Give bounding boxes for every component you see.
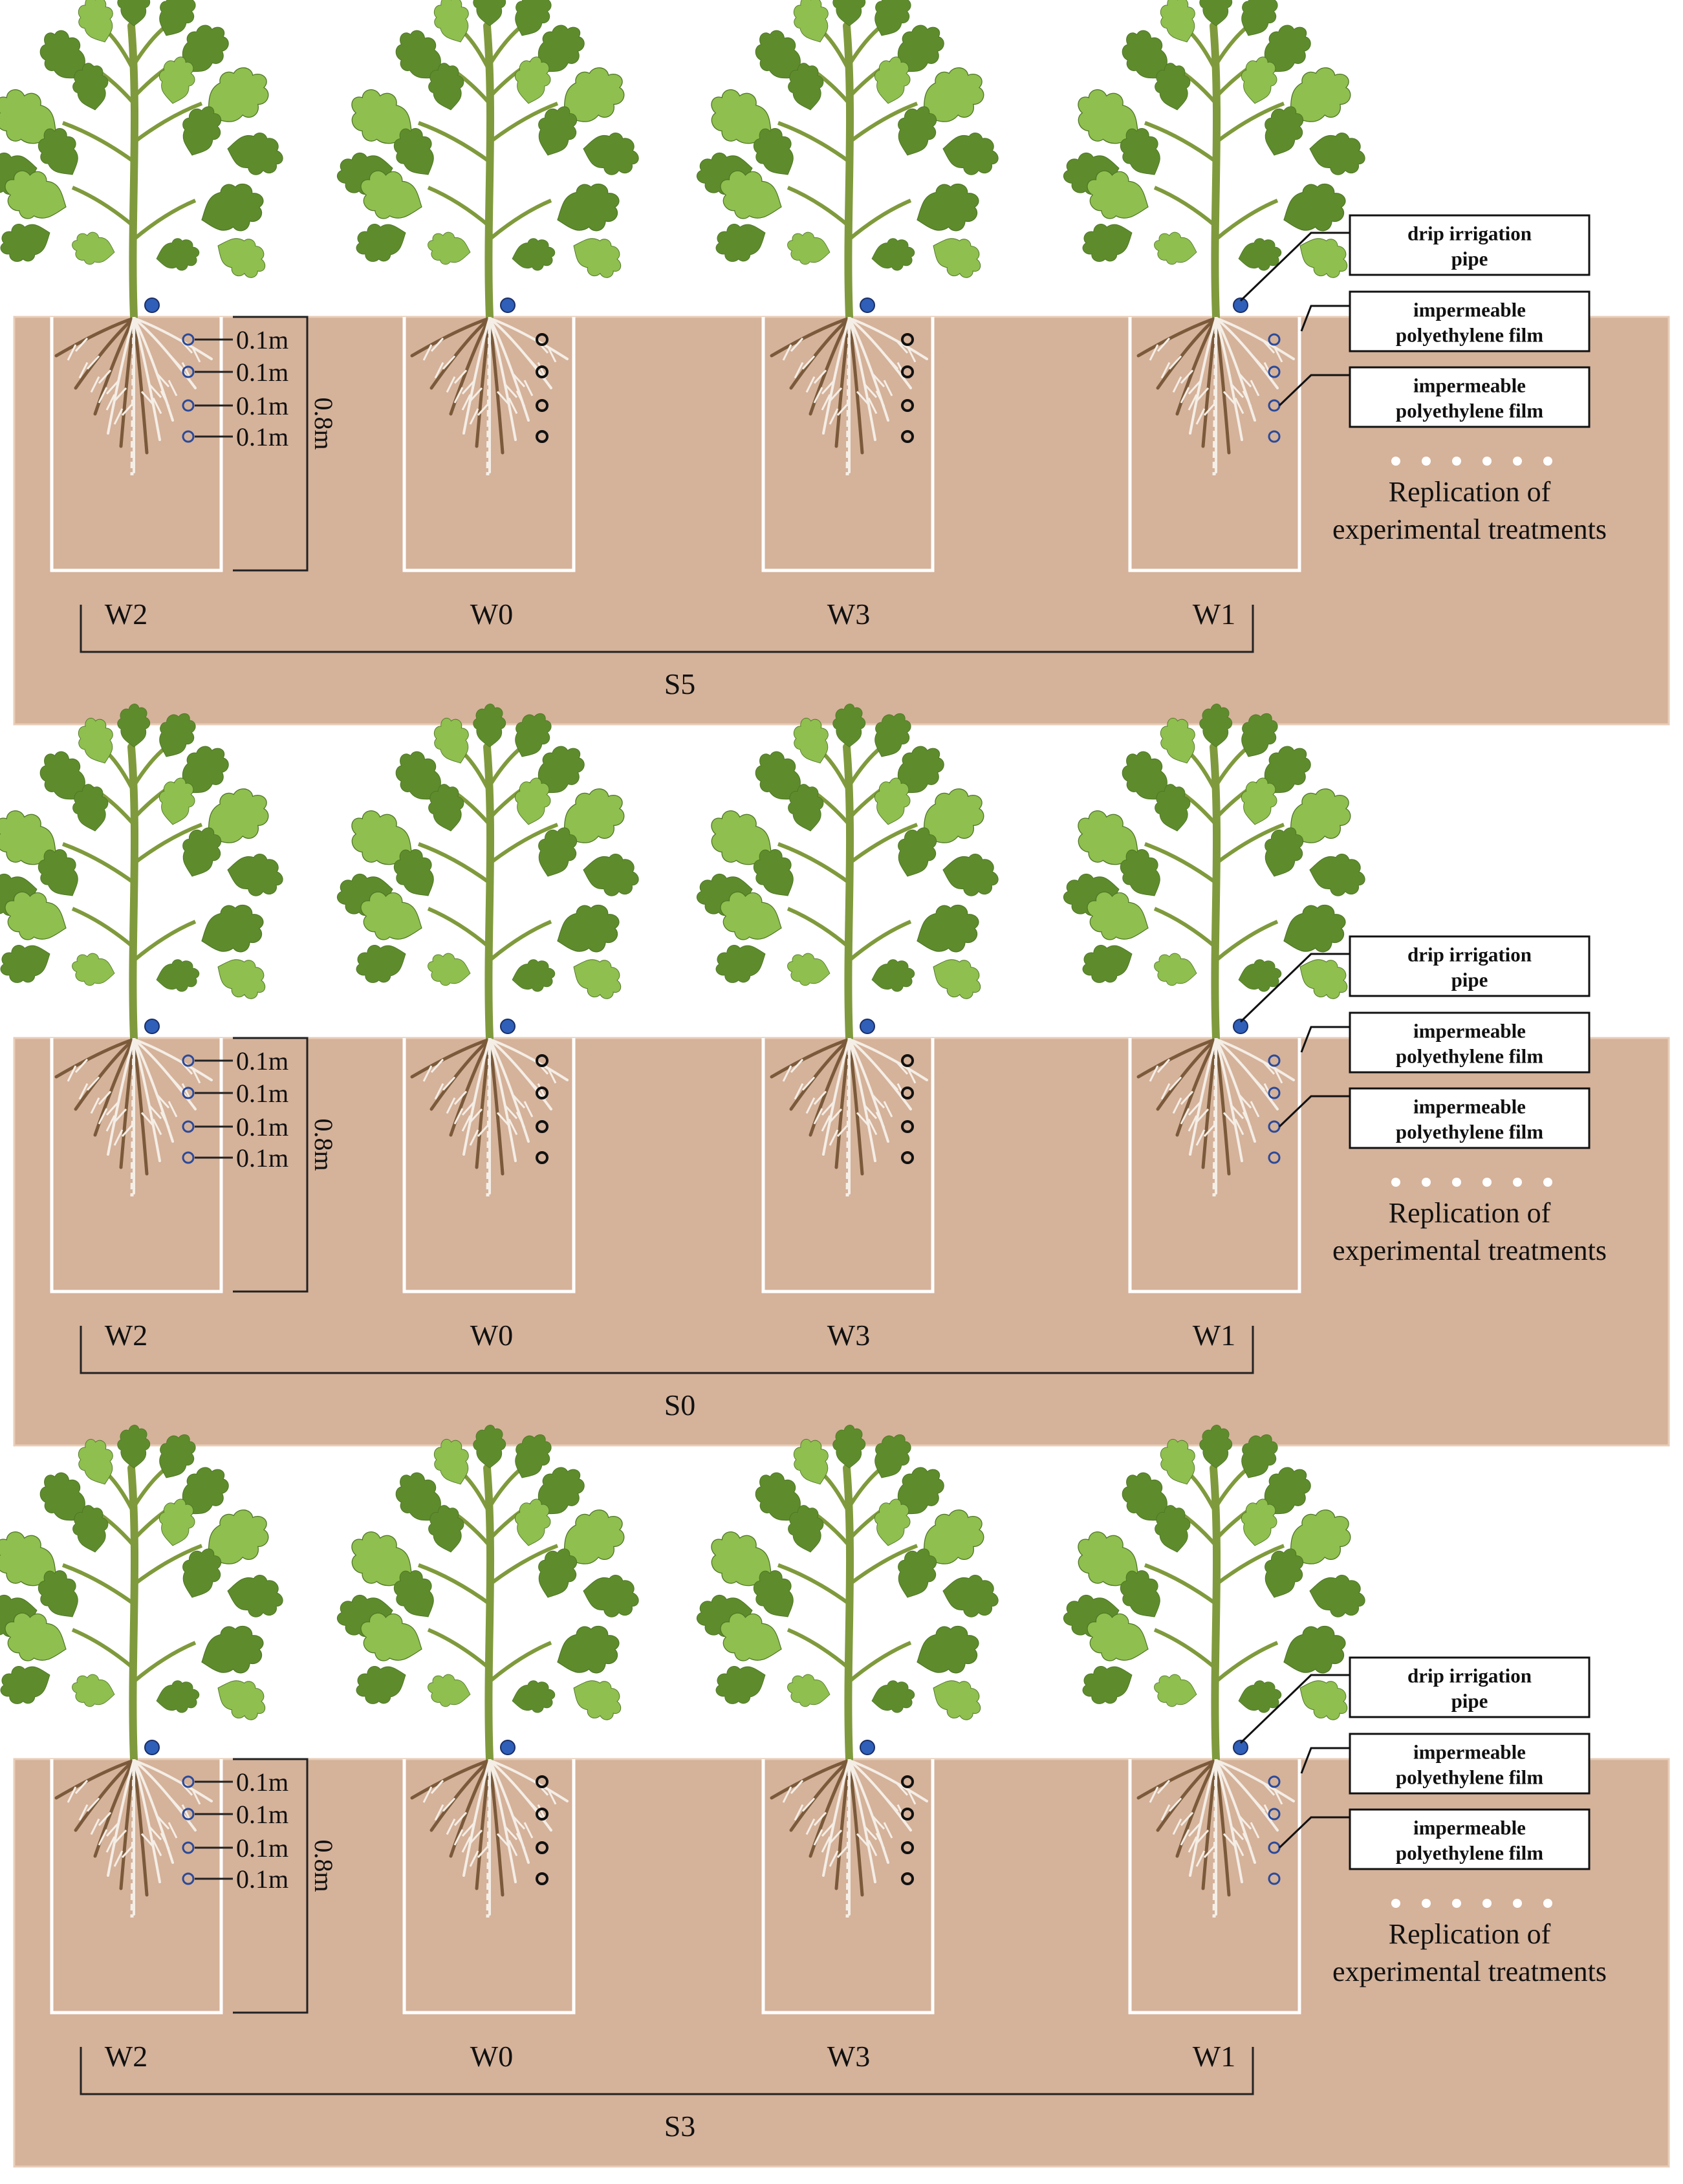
depth-label: 0.1m: [236, 1143, 289, 1173]
drip-pipe-icon: [145, 298, 159, 312]
group-label: S3: [664, 2110, 696, 2143]
depth-label: 0.1m: [236, 1768, 289, 1797]
treatment-label-W0: W0: [470, 598, 514, 631]
drip-pipe-icon: [501, 1740, 515, 1755]
panel-S0: [0, 704, 1669, 1445]
film-legend-box: [1350, 292, 1589, 351]
replication-dot: [1482, 1178, 1492, 1187]
film-legend-box-line1: impermeable: [1413, 1816, 1526, 1839]
total-depth-label: 0.8m: [309, 1839, 338, 1892]
film-legend-box-line2: polyethylene film: [1395, 1120, 1544, 1143]
film-legend-box: [1350, 1810, 1589, 1869]
replication-dot: [1513, 1899, 1522, 1908]
replication-text-line1: Replication of: [1388, 1918, 1551, 1950]
film-legend-box-line1: impermeable: [1413, 1019, 1526, 1043]
film-legend-box-line1: impermeable: [1413, 298, 1526, 321]
replication-dot: [1482, 457, 1492, 466]
film-legend-box: [1350, 1013, 1589, 1072]
treatment-label-W3: W3: [827, 2040, 871, 2073]
depth-label: 0.1m: [236, 1112, 289, 1141]
drip-pipe-icon: [860, 1740, 874, 1755]
treatment-label-W2: W2: [104, 2040, 148, 2073]
depth-label: 0.1m: [236, 422, 289, 451]
depth-label: 0.1m: [236, 325, 289, 354]
depth-label: 0.1m: [236, 391, 289, 420]
depth-label: 0.1m: [236, 1800, 289, 1829]
replication-dot: [1513, 1178, 1522, 1187]
treatment-label-W1: W1: [1192, 2040, 1236, 2073]
drip-pipe-icon: [145, 1740, 159, 1755]
drip-pipe-icon: [501, 1019, 515, 1033]
drip-pipe-icon: [501, 298, 515, 312]
film-legend-box-line2: polyethylene film: [1395, 1841, 1544, 1865]
replication-dot: [1391, 1899, 1400, 1908]
drip-pipe-icon: [860, 298, 874, 312]
replication-dot: [1452, 1178, 1461, 1187]
replication-text-line1: Replication of: [1388, 1197, 1551, 1229]
panel-S3: [0, 1425, 1669, 2167]
treatment-label-W3: W3: [827, 1319, 871, 1352]
replication-text-line2: experimental treatments: [1332, 1956, 1607, 1987]
depth-label: 0.1m: [236, 1079, 289, 1108]
total-depth-label: 0.8m: [309, 1118, 338, 1171]
replication-dot: [1543, 1899, 1552, 1908]
depth-label: 0.1m: [236, 358, 289, 387]
film-legend-box-line2: polyethylene film: [1395, 323, 1544, 347]
film-legend-box: [1350, 1734, 1589, 1793]
treatment-label-W1: W1: [1192, 1319, 1236, 1352]
replication-dot: [1513, 457, 1522, 466]
replication-text-line2: experimental treatments: [1332, 1235, 1607, 1266]
pipe-legend-box-line1: drip irrigation: [1407, 222, 1532, 245]
pipe-legend-box: [1350, 936, 1589, 996]
pipe-legend-box-line1: drip irrigation: [1407, 1664, 1532, 1687]
pipe-legend-box: [1350, 1658, 1589, 1717]
replication-dot: [1422, 1899, 1431, 1908]
film-legend-box-line1: impermeable: [1413, 1740, 1526, 1764]
replication-dot: [1391, 1178, 1400, 1187]
depth-label: 0.1m: [236, 1046, 289, 1076]
treatment-label-W2: W2: [104, 1319, 148, 1352]
replication-dot: [1482, 1899, 1492, 1908]
film-legend-box: [1350, 367, 1589, 427]
pipe-legend-box: [1350, 215, 1589, 275]
film-legend-box-line1: impermeable: [1413, 374, 1526, 397]
pipe-legend-box-line2: pipe: [1451, 968, 1488, 991]
pipe-legend-box-line2: pipe: [1451, 247, 1488, 270]
film-legend-box-line2: polyethylene film: [1395, 1044, 1544, 1068]
drip-pipe-icon: [860, 1019, 874, 1033]
pipe-legend-box-line1: drip irrigation: [1407, 943, 1532, 966]
replication-dot: [1452, 1899, 1461, 1908]
replication-dot: [1543, 457, 1552, 466]
drip-pipe-icon: [145, 1019, 159, 1033]
replication-dot: [1543, 1178, 1552, 1187]
replication-dot: [1422, 1178, 1431, 1187]
film-legend-box: [1350, 1088, 1589, 1148]
replication-dot: [1391, 457, 1400, 466]
total-depth-label: 0.8m: [309, 397, 338, 450]
treatment-label-W3: W3: [827, 598, 871, 631]
treatment-label-W0: W0: [470, 2040, 514, 2073]
group-label: S5: [664, 667, 696, 700]
replication-text-line2: experimental treatments: [1332, 514, 1607, 545]
film-legend-box-line1: impermeable: [1413, 1095, 1526, 1118]
film-legend-box-line2: polyethylene film: [1395, 1766, 1544, 1789]
depth-label: 0.1m: [236, 1833, 289, 1863]
pipe-legend-box-line2: pipe: [1451, 1689, 1488, 1713]
film-legend-box-line2: polyethylene film: [1395, 399, 1544, 422]
treatment-label-W2: W2: [104, 598, 148, 631]
group-label: S0: [664, 1389, 696, 1422]
treatment-label-W1: W1: [1192, 598, 1236, 631]
replication-dot: [1452, 457, 1461, 466]
panel-S5: [0, 0, 1669, 724]
replication-text-line1: Replication of: [1388, 476, 1551, 508]
replication-dot: [1422, 457, 1431, 466]
treatment-label-W0: W0: [470, 1319, 514, 1352]
depth-label: 0.1m: [236, 1865, 289, 1894]
